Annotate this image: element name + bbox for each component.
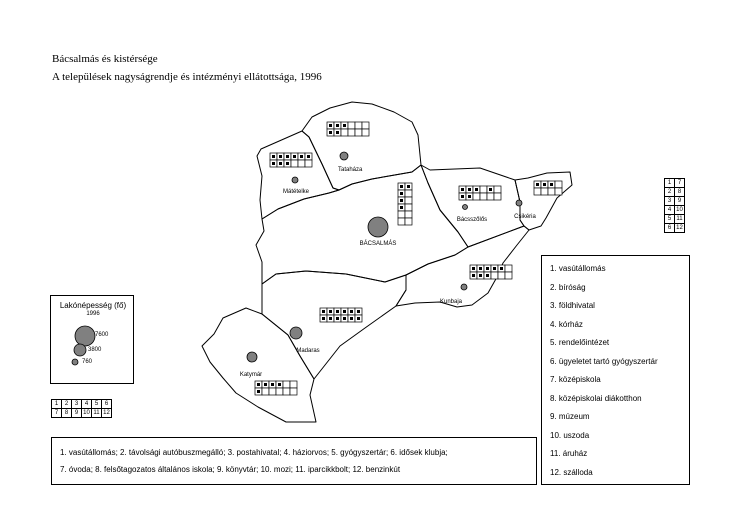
county-key-row — [665, 179, 685, 188]
population-legend-circles — [51, 296, 135, 385]
inset-cell — [534, 188, 541, 195]
inset-cell-marker — [322, 317, 325, 320]
local-key-cell: 6 — [102, 400, 112, 409]
inset-cell — [305, 160, 312, 167]
region-bacsszolos[interactable] — [421, 165, 524, 247]
inset-cell-marker — [489, 188, 492, 191]
local-key-cell: 12 — [103, 410, 110, 416]
inset-cell — [290, 381, 297, 388]
local-key-cell: 10 — [83, 410, 90, 416]
inset-cell-marker — [350, 310, 353, 313]
inset-cell-marker — [279, 162, 282, 165]
population-circle-large — [75, 326, 95, 346]
county-legend-item: 9. múzeum — [550, 412, 590, 421]
county-legend-item: 7. középiskola — [550, 375, 601, 384]
county-legend-item: 12. szálloda — [550, 467, 593, 477]
inset-cell — [555, 181, 562, 188]
county-key-cell: 6 — [665, 224, 675, 233]
inset-cell — [398, 211, 405, 218]
local-key-cell: 11 — [93, 410, 100, 416]
population-legend — [50, 295, 134, 384]
inset-cell-marker — [322, 310, 325, 313]
inset-cell-marker — [307, 155, 310, 158]
county-key-cell: 4 — [665, 206, 675, 215]
local-key-row — [52, 400, 112, 409]
local-legend-line-1: 1. vasútállomás; 2. távolsági autóbuszmegálló; 3. postahivatal; 4. háziorvos; 5. gyógyszertár; 6. idősek klubja; — [60, 448, 448, 457]
inset-cell-marker — [543, 183, 546, 186]
settlement-label: Madaras — [296, 348, 320, 354]
inset-cell-marker — [461, 188, 464, 191]
settlement-label: Katymár — [239, 372, 263, 378]
inset-cell — [541, 188, 548, 195]
local-key-cell: 4 — [82, 400, 92, 409]
local-key-row — [52, 409, 112, 418]
inset-cell-marker — [461, 195, 464, 198]
institution-inset-grid — [534, 181, 562, 195]
inset-cell — [362, 122, 369, 129]
inset-cell — [473, 193, 480, 200]
county-key-row — [665, 224, 685, 233]
county-legend-item: 5. rendelőintézet — [550, 338, 610, 347]
local-key-cell: 8 — [62, 409, 72, 418]
institution-inset-grid — [320, 308, 362, 322]
population-value-large: 7600 — [95, 332, 109, 338]
inset-cell-marker — [264, 383, 267, 386]
county-key-cell: 3 — [665, 197, 675, 206]
settlement-label: Bácsszőlős — [456, 217, 488, 223]
inset-cell — [405, 204, 412, 211]
settlement-population-circle — [463, 205, 468, 210]
inset-cell-marker — [336, 310, 339, 313]
inset-cell — [348, 129, 355, 136]
county-key-cell: 7 — [675, 179, 685, 188]
region-bacsalmas[interactable] — [256, 165, 468, 284]
region-matetelke[interactable] — [257, 131, 339, 219]
region-madaras[interactable] — [262, 271, 406, 379]
local-institution-key-grid — [51, 399, 112, 418]
inset-cell-marker — [336, 131, 339, 134]
settlement-label: Kunbaja — [439, 299, 463, 305]
inset-cell — [405, 211, 412, 218]
local-legend-line-2: 7. óvoda; 8. felsőtagozatos általános iskola; 9. könyvtár; 10. mozi; 11. iparcikkbolt; 12. benzinkút — [60, 465, 401, 474]
region-tatahaza[interactable] — [302, 102, 421, 190]
settlement-population-circle — [292, 177, 298, 183]
inset-cell-marker — [472, 274, 475, 277]
county-legend-item: 3. földhivatal — [550, 301, 595, 310]
inset-cell-marker — [407, 185, 410, 188]
inset-cell — [480, 193, 487, 200]
population-legend-title: Lakónépesség (fő) — [59, 301, 127, 310]
institution-inset-grid — [459, 186, 501, 200]
population-value-medium: 3800 — [88, 347, 102, 353]
inset-cell-marker — [468, 195, 471, 198]
population-circle-medium — [74, 344, 86, 356]
inset-cell-marker — [286, 162, 289, 165]
county-key-cell: 2 — [665, 188, 675, 197]
settlement-label: Tataháza — [338, 167, 363, 173]
county-key-cell: 10 — [676, 207, 683, 213]
local-institutions-legend — [51, 437, 537, 485]
county-key-row — [665, 206, 685, 215]
inset-cell — [355, 129, 362, 136]
inset-cell-marker — [329, 131, 332, 134]
county-legend-item: 8. középiskolai diákotthon — [550, 393, 642, 403]
inset-cell-marker — [536, 183, 539, 186]
inset-cell-marker — [550, 183, 553, 186]
inset-cell — [355, 122, 362, 129]
inset-cell-marker — [475, 188, 478, 191]
inset-cell-marker — [293, 155, 296, 158]
county-key-row — [665, 215, 685, 224]
inset-cell — [262, 388, 269, 395]
county-legend-item: 6. ügyeletet tartó gyógyszertár — [550, 356, 658, 366]
inset-cell-marker — [350, 317, 353, 320]
inset-cell-marker — [400, 206, 403, 209]
settlement-population-circle — [461, 284, 467, 290]
settlement-label: Mátételke — [282, 189, 310, 195]
inset-cell-marker — [329, 124, 332, 127]
inset-cell-marker — [271, 383, 274, 386]
inset-cell — [555, 188, 562, 195]
inset-cell-marker — [329, 310, 332, 313]
local-key-cell: 1 — [52, 400, 62, 409]
map-subtitle: A települések nagyságrendje és intézményi ellátottsága, 1996 — [52, 71, 322, 83]
inset-cell — [505, 272, 512, 279]
local-key-cell: 3 — [72, 400, 82, 409]
inset-cell-marker — [300, 155, 303, 158]
settlement-population-circle — [516, 200, 522, 206]
inset-cell — [398, 218, 405, 225]
inset-cell — [487, 193, 494, 200]
inset-cell — [283, 381, 290, 388]
county-key-row — [665, 197, 685, 206]
map-title: Bácsalmás és kistérsége — [52, 53, 158, 65]
inset-cell — [276, 388, 283, 395]
inset-cell — [291, 160, 298, 167]
county-legend-item: 10. uszoda — [550, 430, 590, 440]
county-key-cell: 11 — [676, 216, 683, 222]
inset-cell-marker — [500, 267, 503, 270]
inset-cell-marker — [357, 310, 360, 313]
inset-cell-marker — [286, 155, 289, 158]
inset-cell — [494, 193, 501, 200]
settlement-label: BÁCSALMÁS — [359, 241, 397, 247]
inset-cell-marker — [357, 317, 360, 320]
inset-cell-marker — [272, 162, 275, 165]
settlement-population-circle — [368, 217, 388, 237]
inset-cell-marker — [472, 267, 475, 270]
inset-cell-marker — [479, 274, 482, 277]
inset-cell — [498, 272, 505, 279]
local-key-cell: 2 — [62, 400, 72, 409]
local-key-cell: 5 — [92, 400, 102, 409]
inset-cell — [505, 265, 512, 272]
county-legend-item: 11. áruház — [550, 449, 588, 458]
county-key-cell: 12 — [676, 225, 683, 231]
institution-inset-grid — [470, 265, 512, 279]
county-key-cell: 5 — [665, 215, 675, 224]
county-institution-key-grid — [664, 178, 685, 233]
county-key-cell: 9 — [675, 197, 685, 206]
local-key-cell: 7 — [52, 409, 62, 418]
region-katymar[interactable] — [202, 308, 316, 422]
inset-cell — [548, 188, 555, 195]
institution-inset-grid — [327, 122, 369, 136]
inset-cell-marker — [400, 185, 403, 188]
inset-cell — [405, 197, 412, 204]
institution-inset-grid — [255, 381, 297, 395]
county-legend-item: 1. vasútállomás — [550, 264, 606, 273]
inset-cell-marker — [329, 317, 332, 320]
inset-cell-marker — [479, 267, 482, 270]
inset-cell-marker — [486, 274, 489, 277]
inset-cell-marker — [257, 383, 260, 386]
county-key-cell: 8 — [675, 188, 685, 197]
settlement-population-circle — [340, 152, 348, 160]
local-key-cell: 9 — [72, 409, 82, 418]
inset-cell — [494, 186, 501, 193]
inset-cell — [491, 272, 498, 279]
inset-cell-marker — [400, 192, 403, 195]
county-institutions-legend — [541, 255, 690, 485]
population-legend-year: 1996 — [86, 311, 100, 317]
county-legend-item: 2. bíróság — [550, 282, 586, 292]
inset-cell-marker — [493, 267, 496, 270]
inset-cell-marker — [400, 199, 403, 202]
inset-cell-marker — [257, 390, 260, 393]
county-key-row — [665, 188, 685, 197]
inset-cell — [405, 218, 412, 225]
inset-cell — [341, 129, 348, 136]
inset-cell — [348, 122, 355, 129]
institution-inset-grid — [398, 183, 412, 225]
inset-cell-marker — [343, 124, 346, 127]
population-value-small: 760 — [82, 359, 93, 365]
population-circle-small — [72, 359, 78, 365]
institution-inset-grid — [270, 153, 312, 167]
inset-cell-marker — [468, 188, 471, 191]
inset-cell-marker — [343, 317, 346, 320]
inset-cell-marker — [336, 317, 339, 320]
settlement-population-circle — [247, 352, 257, 362]
inset-cell-marker — [336, 124, 339, 127]
county-legend-item: 4. kórház — [550, 319, 583, 329]
inset-cell-marker — [272, 155, 275, 158]
inset-cell — [283, 388, 290, 395]
inset-cell — [269, 388, 276, 395]
inset-cell — [298, 160, 305, 167]
inset-cell — [362, 129, 369, 136]
settlement-label: Csikéria — [514, 214, 536, 220]
settlement-population-circle — [290, 327, 302, 339]
county-key-cell: 1 — [665, 179, 675, 188]
inset-cell-marker — [279, 155, 282, 158]
inset-cell-marker — [278, 383, 281, 386]
inset-cell — [290, 388, 297, 395]
inset-cell — [405, 190, 412, 197]
inset-cell — [480, 186, 487, 193]
inset-cell-marker — [486, 267, 489, 270]
inset-cell-marker — [343, 310, 346, 313]
